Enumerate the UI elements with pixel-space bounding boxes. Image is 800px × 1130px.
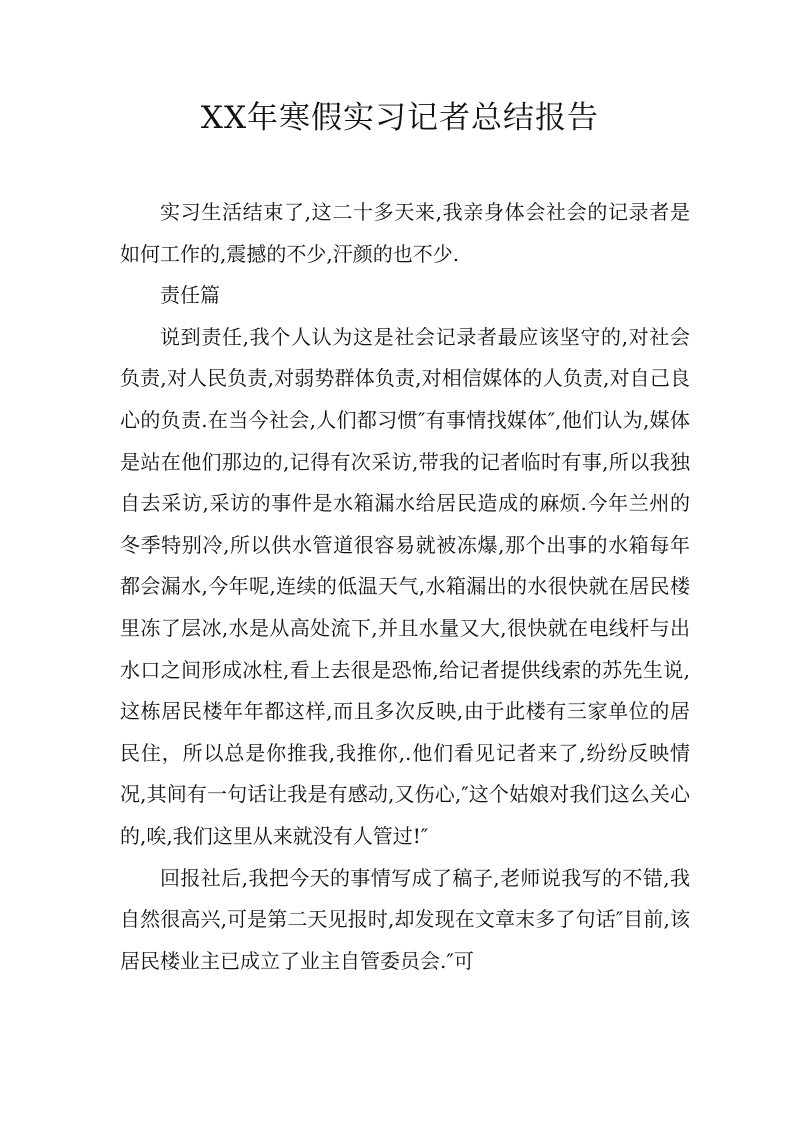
followup-paragraph: 回报社后,我把今天的事情写成了稿子,老师说我写的不错,我自然很高兴,可是第二天见报时,却发现在文章末多了句话″目前,该居民楼业主已成立了业主自管委员会.″可 bbox=[120, 865, 690, 973]
responsibility-paragraph: 说到责任,我个人认为这是社会记录者最应该坚守的,对社会负责,对人民负责,对弱势群体负责,对相信媒体的人负责,对自己良心的负责.在当今社会,人们都习惯″有事情找媒体″,他们认为,媒体是站在他们那边的,记得有次采访,带我的记者临时有事,所以我独自去采访,采访的事件是水箱漏水给居民造成的麻烦.今年兰州的冬季特别冷,所以供水管道很容易就被冻爆,那个出事的水箱每年都会漏水,今年呢,连续的低温天气,水箱漏出的水很快就在居民楼里冻了层冰,水是从高处流下,并且水量又大,很快就在电线杆与出水口之间形成冰柱,看上去很是恐怖,给记者提供线索的苏先生说,这栋居民楼年年都这样,而且多次反映,由于此楼有三家单位的居民住，所以总是你推我,我推你,.他们看见记者来了,纷纷反映情况,其间有一句话让我是有感动,又伤心,″这个姑娘对我们这么关心的,唉,我们这里从来就没有人管过!″ bbox=[120, 324, 690, 848]
document-body bbox=[120, 192, 690, 982]
document-title: XX年寒假实习记者总结报告 bbox=[200, 100, 600, 136]
intro-paragraph: 实习生活结束了,这二十多天来,我亲身体会社会的记录者是如何工作的,震撼的不少,汗颜的也不少. bbox=[120, 200, 690, 266]
section-heading: 责任篇 bbox=[160, 283, 220, 308]
